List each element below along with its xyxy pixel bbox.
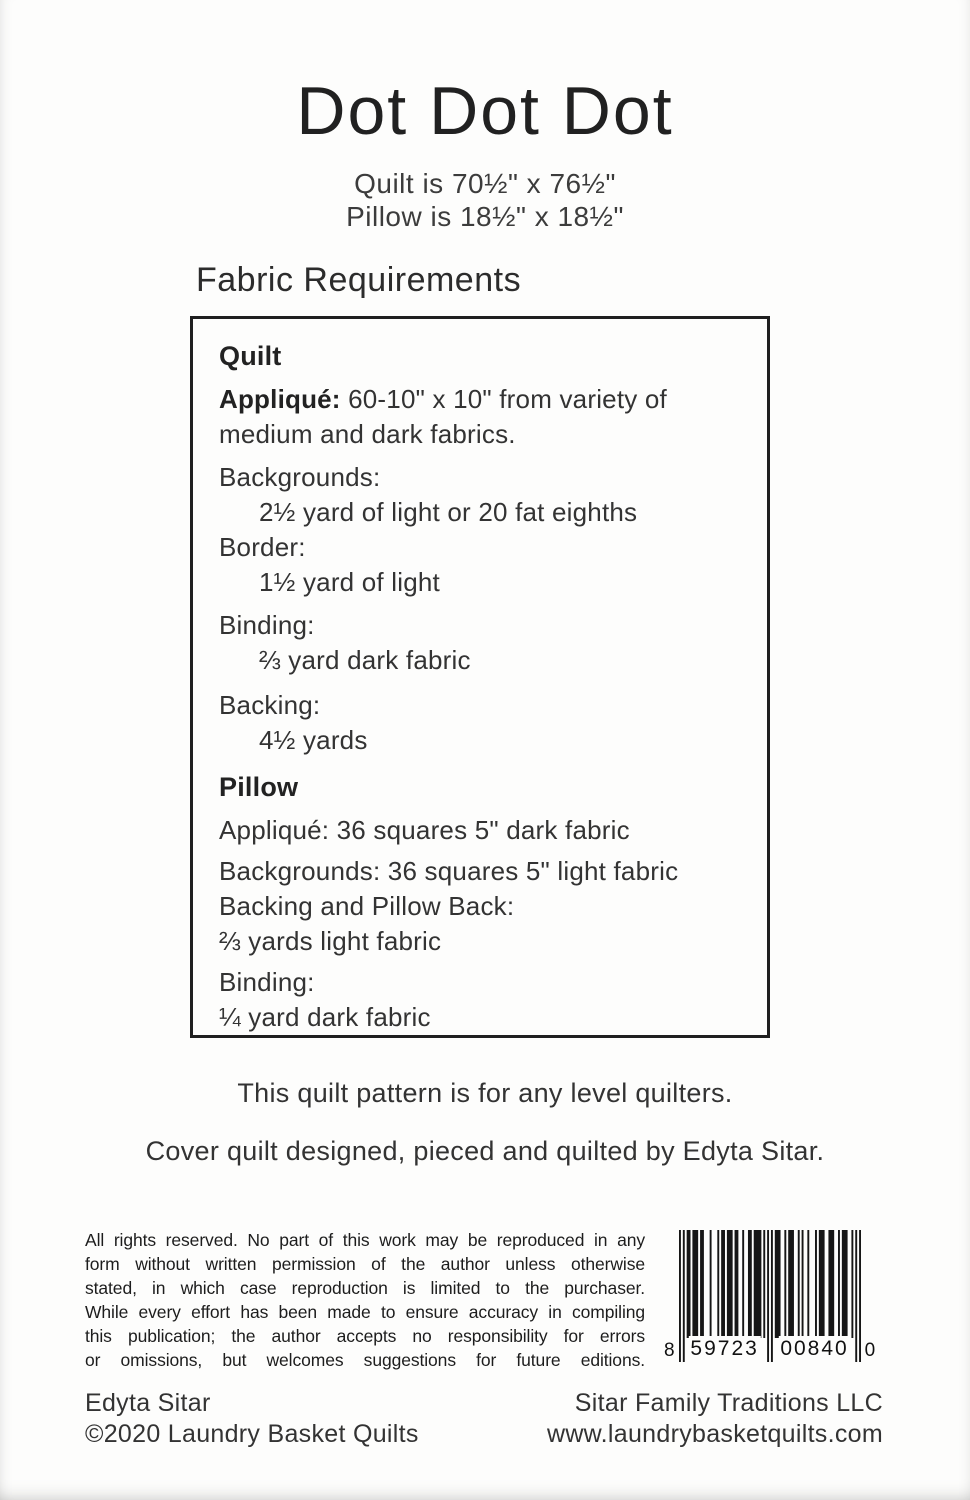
copyright-line: or omissions, but welcomes suggestions for future editions.	[85, 1350, 645, 1370]
copyright-notice	[85, 1228, 645, 1372]
barcode-digit-group-2: 00840	[780, 1337, 849, 1360]
copyright-line: All rights reserved. No part of this work may be reproduced in any	[85, 1230, 645, 1250]
copyright-line: While every effort has been made to ensure accuracy in compiling	[85, 1302, 645, 1322]
quilt-backgrounds-label: Backgrounds:	[219, 462, 381, 492]
quilt-applique-label: Appliqué:	[219, 384, 341, 414]
barcode-left-digit: 8	[664, 1340, 675, 1361]
quilt-border-value: 1½ yard of light	[259, 567, 440, 597]
quilt-binding-label: Binding:	[219, 610, 315, 640]
quilt-border-label: Border:	[219, 532, 306, 562]
designer-credit-note: Cover quilt designed, pieced and quilted by Edyta Sitar.	[145, 1136, 825, 1166]
copyright-line: this publication; the author accepts no responsibility for errors	[85, 1326, 645, 1346]
quilt-applique-text: 60-10" x 10" from variety of medium and dark fabrics.	[219, 384, 667, 449]
quilt-binding-value: ⅔ yard dark fabric	[259, 645, 471, 675]
quilt-backing-value: 4½ yards	[259, 725, 368, 755]
page-title: Dot Dot Dot	[296, 73, 674, 149]
fabric-requirements-box	[190, 316, 770, 1038]
pillow-backing-label: Backing and Pillow Back:	[219, 891, 515, 921]
pillow-binding-value: ¼ yard dark fabric	[219, 1002, 431, 1032]
footer-company-block	[547, 1388, 883, 1450]
footer-author-name: Edyta Sitar	[85, 1389, 211, 1417]
quilt-backing-label: Backing:	[219, 690, 321, 720]
pillow-applique-line: Appliqué: 36 squares 5" dark fabric	[219, 815, 630, 845]
skill-level-note: This quilt pattern is for any level quilters.	[237, 1078, 733, 1108]
barcode-bars	[679, 1230, 861, 1362]
pillow-binding-label: Binding:	[219, 967, 315, 997]
footer-company-name: Sitar Family Traditions LLC	[574, 1389, 883, 1417]
pillow-section-heading: Pillow	[219, 772, 299, 802]
pillow-size-subtitle: Pillow is 18½" x 18½"	[346, 201, 624, 232]
upc-barcode	[664, 1230, 875, 1362]
quilt-backgrounds-value: 2½ yard of light or 20 fat eighths	[259, 497, 638, 527]
pillow-backing-value: ⅔ yards light fabric	[219, 926, 442, 956]
footer-author-block	[85, 1388, 419, 1450]
quilt-size-subtitle: Quilt is 70½" x 76½"	[354, 168, 616, 199]
barcode-digit-group-1: 59723	[690, 1337, 759, 1360]
quilt-applique-line	[219, 382, 753, 452]
footer-copyright-line: ©2020 Laundry Basket Quilts	[85, 1420, 419, 1448]
pillow-backgrounds-line: Backgrounds: 36 squares 5" light fabric	[219, 856, 679, 886]
footer-website: www.laundrybasketquilts.com	[546, 1420, 883, 1448]
barcode-right-digit: 0	[864, 1340, 876, 1361]
fabric-requirements-heading: Fabric Requirements	[196, 261, 522, 299]
copyright-line: form without written permission of the author unless otherwise	[85, 1254, 645, 1274]
quilt-section-heading: Quilt	[219, 341, 282, 371]
copyright-line: stated, in which case reproduction is limited to the purchaser.	[85, 1278, 645, 1298]
